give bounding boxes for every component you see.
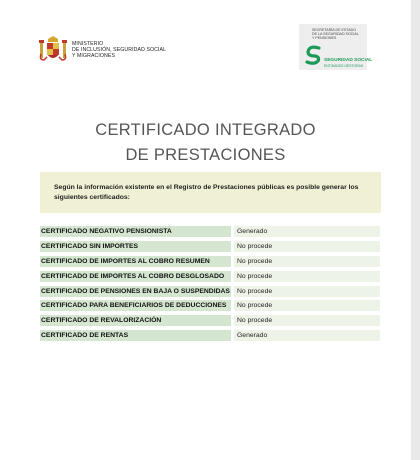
certificate-row <box>40 271 380 282</box>
certificate-row <box>40 330 380 341</box>
ministry-line-1: MINISTERIO <box>72 41 104 47</box>
certificate-row <box>40 241 380 252</box>
certificate-row <box>40 256 380 267</box>
ministry-line-2: DE INCLUSIÓN, SEGURIDAD SOCIAL <box>72 47 167 53</box>
certificate-status: No procede <box>234 315 380 326</box>
certificate-label: CERTIFICADO DE IMPORTES AL COBRO DESGLOSADO <box>40 271 231 282</box>
certificate-status: No procede <box>234 300 380 311</box>
certificate-status: No procede <box>234 271 380 282</box>
certificate-row <box>40 286 380 297</box>
ministry-name <box>72 41 166 59</box>
certificate-label: CERTIFICADO DE RENTAS <box>40 330 231 341</box>
seguridad-social-name: SEGURIDAD SOCIAL <box>324 58 373 63</box>
document-title-line-2: DE PRESTACIONES <box>125 146 286 164</box>
secretaria-line-3: Y PENSIONES <box>312 36 337 41</box>
certificate-row <box>40 315 380 326</box>
secretaria-line-1: SECRETARÍA DE ESTADO <box>312 28 356 32</box>
info-box <box>40 172 381 213</box>
certificate-status: No procede <box>234 256 380 267</box>
document-title-line-1: CERTIFICADO INTEGRADO <box>95 121 316 139</box>
certificate-status: No procede <box>234 286 380 297</box>
certificate-label: CERTIFICADO DE IMPORTES AL COBRO RESUMEN <box>40 256 231 267</box>
certificate-label: CERTIFICADO SIN IMPORTES <box>40 241 231 252</box>
secretaria-line-2: DE LA SEGURIDAD SOCIAL <box>312 32 359 37</box>
certificate-label: CERTIFICADO PARA BENEFICIARIOS DE DEDUCCIONES <box>40 300 231 311</box>
certificate-row <box>40 226 380 237</box>
certificate-label: CERTIFICADO DE REVALORIZACIÓN <box>40 315 231 326</box>
secretaria-text <box>312 28 364 41</box>
certificate-status: Generado <box>234 330 380 341</box>
info-text: Según la información existente en el Registro de Prestaciones públicas es posible generar los siguientes certificados: <box>54 184 359 201</box>
coat-of-arms-logo <box>38 36 68 64</box>
certificate-row <box>40 300 380 311</box>
seguridad-social-icon <box>305 45 323 65</box>
ministry-line-3: Y MIGRACIONES <box>72 53 115 59</box>
certificate-status: Generado <box>234 226 380 237</box>
page-edge <box>411 0 420 460</box>
certificate-status: No procede <box>234 241 380 252</box>
entidades-gestoras-text: ENTIDADES GESTORAS <box>324 64 364 68</box>
certificate-label: CERTIFICADO DE PENSIONES EN BAJA O SUSPENDIDAS <box>41 288 230 295</box>
certificate-label: CERTIFICADO NEGATIVO PENSIONISTA <box>40 226 231 237</box>
